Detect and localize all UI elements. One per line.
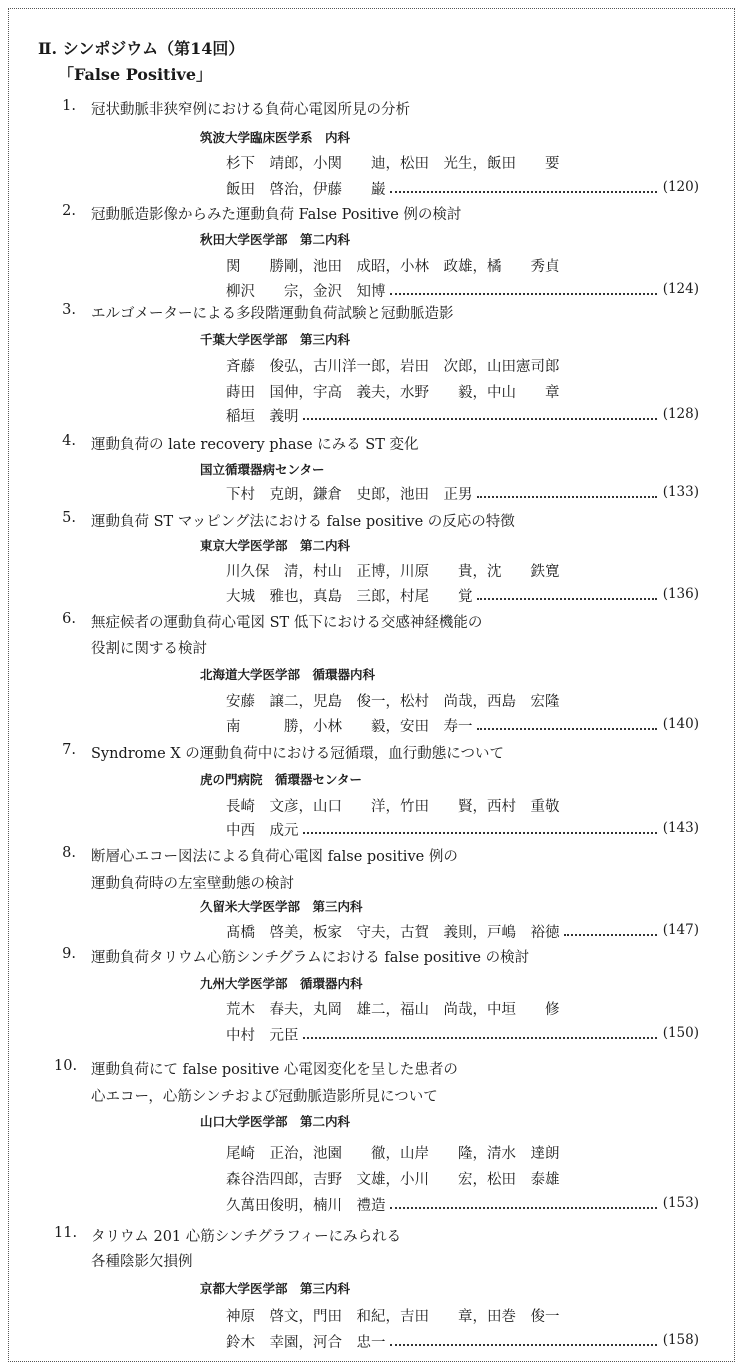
item-title: 冠状動脈非狭窄例における負荷心電図所見の分析 (91, 102, 410, 118)
item-institution: 九州大学医学部 循環器内科 (200, 976, 363, 991)
item-institution: 山口大学医学部 第二内科 (200, 1114, 351, 1129)
item-authors: 関 勝剛，池田 成昭，小林 政雄，橘 秀貞 (226, 259, 560, 275)
item-authors: 飯田 啓治，伊藤 巌 (226, 182, 386, 198)
item-authors: 長崎 文彦，山口 洋，竹田 賢，西村 重敬 (226, 799, 560, 815)
item-page-number: (128) (662, 406, 699, 422)
item-number: 2. (62, 203, 76, 219)
item-title: タリウム 201 心筋シンチグラフィーにみられる (91, 1229, 402, 1245)
item-page-number: (140) (662, 716, 699, 732)
item-title: 心エコー，心筋シンチおよび冠動脈造影所見について (91, 1089, 438, 1105)
item-authors: 鈴木 幸園，河合 忠一 (226, 1335, 386, 1351)
item-institution: 国立循環器病センター (200, 462, 325, 477)
item-authors: 荒木 春夫，丸岡 雄二，福山 尚哉，中垣 修 (226, 1002, 560, 1018)
dot-leader (564, 934, 657, 936)
item-title: 運動負荷の late recovery phase にみる ST 変化 (91, 437, 419, 453)
item-institution: 久留米大学医学部 第三内科 (200, 899, 363, 914)
item-authors: 斉藤 俊弘，古川洋一郎，岩田 次郎，山田憲司郎 (226, 359, 560, 375)
item-authors: 杉下 靖郎，小関 迪，松田 光生，飯田 要 (226, 156, 560, 172)
item-authors: 大城 雅也，真島 三郎，村尾 覚 (226, 589, 473, 605)
item-title: 無症候者の運動負荷心電図 ST 低下における交感神経機能の (91, 615, 483, 631)
dot-leader (303, 1037, 657, 1039)
dot-leader (477, 598, 657, 600)
dot-leader (477, 496, 657, 498)
item-page-number: (133) (662, 484, 699, 500)
item-number: 11. (54, 1225, 78, 1241)
item-authors: 森谷浩四郎，吉野 文雄，小川 宏，松田 泰雄 (226, 1172, 560, 1188)
item-authors: 中西 成元 (226, 823, 299, 839)
item-authors: 久萬田俊明，楠川 禮造 (226, 1198, 386, 1214)
item-authors: 柳沢 宗，金沢 知博 (226, 284, 386, 300)
item-title: 運動負荷 ST マッピング法における false positive の反応の特徴 (91, 514, 515, 530)
item-number: 3. (62, 302, 76, 318)
section-heading: Ⅱ. シンポジウム（第14回） (38, 39, 245, 58)
item-institution: 虎の門病院 循環器センター (200, 772, 363, 787)
item-institution: 京都大学医学部 第三内科 (200, 1281, 351, 1296)
item-authors: 安藤 譲二，児島 俊一，松村 尚哉，西島 宏隆 (226, 694, 560, 710)
item-authors: 稲垣 義明 (226, 409, 299, 425)
dot-leader (390, 1207, 657, 1209)
item-title: エルゴメーターによる多段階運動負荷試験と冠動脈造影 (91, 306, 454, 322)
item-number: 4. (62, 433, 76, 449)
section-subtitle: 「False Positive」 (58, 65, 212, 84)
dot-leader (303, 832, 657, 834)
dot-leader (390, 293, 657, 295)
item-authors: 中村 元臣 (226, 1028, 299, 1044)
item-number: 10. (54, 1058, 78, 1074)
item-page-number: (143) (662, 820, 699, 836)
item-page-number: (136) (662, 586, 699, 602)
item-title: 断層心エコー図法による負荷心電図 false positive 例の (91, 849, 458, 865)
item-authors: 髙橋 啓美，板家 守夫，古賀 義則，戸嶋 裕徳 (226, 925, 560, 941)
item-institution: 筑波大学臨床医学系 内科 (200, 130, 351, 145)
item-page-number: (158) (662, 1332, 699, 1348)
item-authors: 蒔田 国伸，宇高 義夫，水野 毅，中山 章 (226, 385, 560, 401)
dot-leader (390, 191, 657, 193)
item-number: 5. (62, 510, 76, 526)
item-title: 役割に関する検討 (91, 641, 207, 657)
item-title: Syndrome X の運動負荷中における冠循環，血行動態について (91, 746, 504, 762)
item-number: 1. (62, 98, 76, 114)
item-authors: 神原 啓文，門田 和紀，吉田 章，田巻 俊一 (226, 1309, 560, 1325)
item-title: 運動負荷にて false positive 心電図変化を呈した患者の (91, 1062, 458, 1078)
item-title: 運動負荷時の左室壁動態の検討 (91, 876, 294, 892)
item-title: 冠動脈造影像からみた運動負荷 False Positive 例の検討 (91, 207, 462, 223)
item-page-number: (153) (662, 1195, 699, 1211)
item-number: 7. (62, 742, 76, 758)
item-page-number: (147) (662, 922, 699, 938)
item-institution: 東京大学医学部 第二内科 (200, 538, 351, 553)
item-institution: 秋田大学医学部 第二内科 (200, 232, 351, 247)
item-page-number: (120) (662, 179, 699, 195)
item-number: 6. (62, 611, 76, 627)
item-page-number: (150) (662, 1025, 699, 1041)
dot-leader (303, 418, 657, 420)
item-authors: 川久保 清，村山 正博，川原 貴，沈 鉄寛 (226, 564, 560, 580)
dot-leader (390, 1344, 657, 1346)
item-title: 各種陰影欠損例 (91, 1254, 193, 1270)
item-title: 運動負荷タリウム心筋シンチグラムにおける false positive の検討 (91, 950, 530, 966)
item-page-number: (124) (662, 281, 699, 297)
item-authors: 下村 克朗，鎌倉 史郎，池田 正男 (226, 487, 473, 503)
dot-leader (477, 728, 657, 730)
item-number: 8. (62, 845, 76, 861)
item-authors: 尾崎 正治，池園 徹，山岸 隆，清水 達朗 (226, 1146, 560, 1162)
item-institution: 千葉大学医学部 第三内科 (200, 332, 351, 347)
item-institution: 北海道大学医学部 循環器内科 (200, 667, 376, 682)
item-authors: 南 勝，小林 毅，安田 寿一 (226, 719, 473, 735)
item-number: 9. (62, 946, 76, 962)
